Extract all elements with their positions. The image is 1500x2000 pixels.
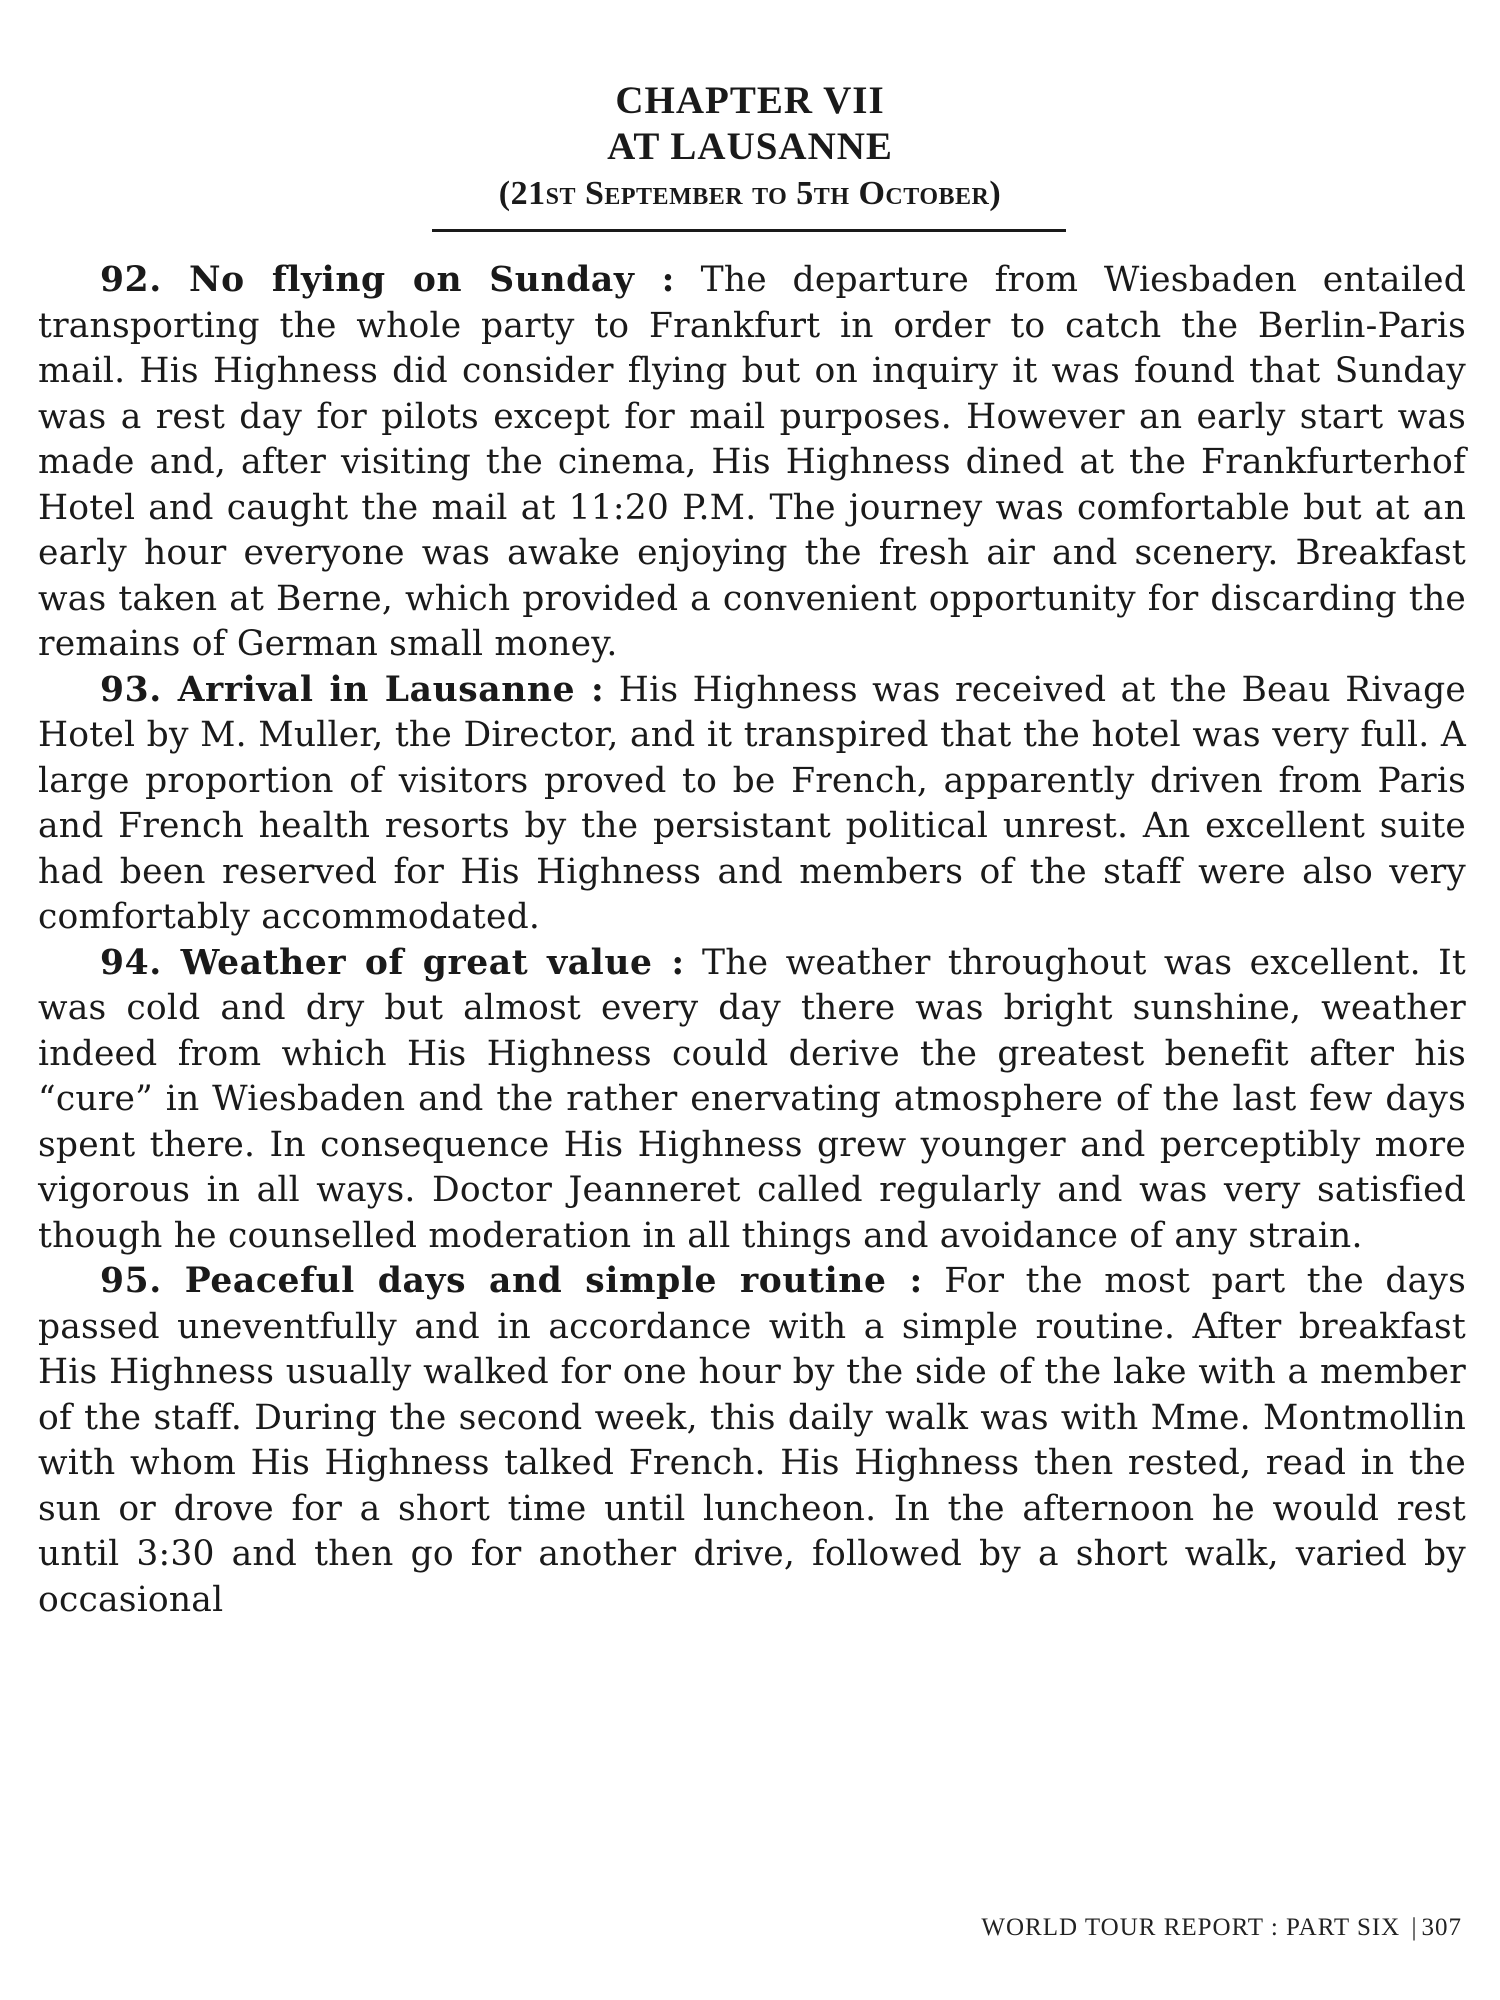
paragraph-text: The weather throughout was excellent. It was cold and dry but almost every day there was bright sunshine, weather indeed from which His Highness could derive the greatest benefit after his “cure” in Wiesbaden and the rather enervating atmosphere of the last few days spent there. In consequence His Highness grew younger and perceptibly more vigorous in all ways. Doctor Jeanneret called regularly and was very satisfied though he counselled moderation in all things and avoidance of any strain. xyxy=(38,942,1466,1256)
paragraph-heading: 94. Weather of great value : xyxy=(100,942,685,983)
paragraph-93 xyxy=(38,668,1466,941)
footer-separator: | xyxy=(1411,1914,1418,1941)
paragraph-text: The departure from Wiesbaden entailed transporting the whole party to Frankfurt in order to catch the Berlin-Paris mail. His Highness did consider flying but on inquiry it was found that Sunday was a rest day for pilots except for mail purposes. However an early start was made and, after visiting the cinema, His Highness dined at the Frankfurterhof Hotel and caught the mail at 11:20 P.M. The journey was comfortable but at an early hour everyone was awake enjoying the fresh air and scenery. Breakfast was taken at Berne, which provided a convenient opportunity for discarding the remains of German small money. xyxy=(38,260,1466,664)
footer-title: WORLD TOUR REPORT : PART SIX xyxy=(981,1914,1401,1941)
paragraph-92 xyxy=(38,258,1466,668)
header-divider xyxy=(432,229,1066,232)
chapter-dates: (21st September to 5th October) xyxy=(498,175,1002,212)
page-footer xyxy=(981,1914,1462,1942)
paragraph-heading: 93. Arrival in Lausanne : xyxy=(100,669,605,710)
paragraph-text: For the most part the days passed uneventfully and in accordance with a simple routine. After breakfast His Highness usually walked for one hour by the side of the lake with a member of the staff. During the second week, this daily walk was with Mme. Montmollin with whom His Highness talked French. His Highness then rested, read in the sun or drove for a short time until luncheon. In the afternoon he would rest until 3:30 and then go for another drive, followed by a short walk, varied by occasional xyxy=(38,1261,1466,1620)
chapter-title: AT LAUSANNE xyxy=(607,125,893,168)
paragraph-94 xyxy=(38,941,1466,1260)
body-text xyxy=(38,258,1466,1623)
paragraph-text: His Highness was received at the Beau Rivage Hotel by M. Muller, the Director, and it transpired that the hotel was very full. A large proportion of visitors proved to be French, apparently driven from Paris and French health resorts by the persistant political unrest. An excellent suite had been reserved for His Highness and members of the staff were also very comfortably accommodated. xyxy=(38,669,1467,937)
page-number: 307 xyxy=(1421,1914,1462,1941)
paragraph-heading: 92. No flying on Sunday : xyxy=(100,260,675,300)
paragraph-95 xyxy=(38,1259,1466,1623)
chapter-header xyxy=(0,78,1500,218)
chapter-number: CHAPTER VII xyxy=(615,79,885,122)
paragraph-heading: 95. Peaceful days and simple routine : xyxy=(100,1261,923,1301)
